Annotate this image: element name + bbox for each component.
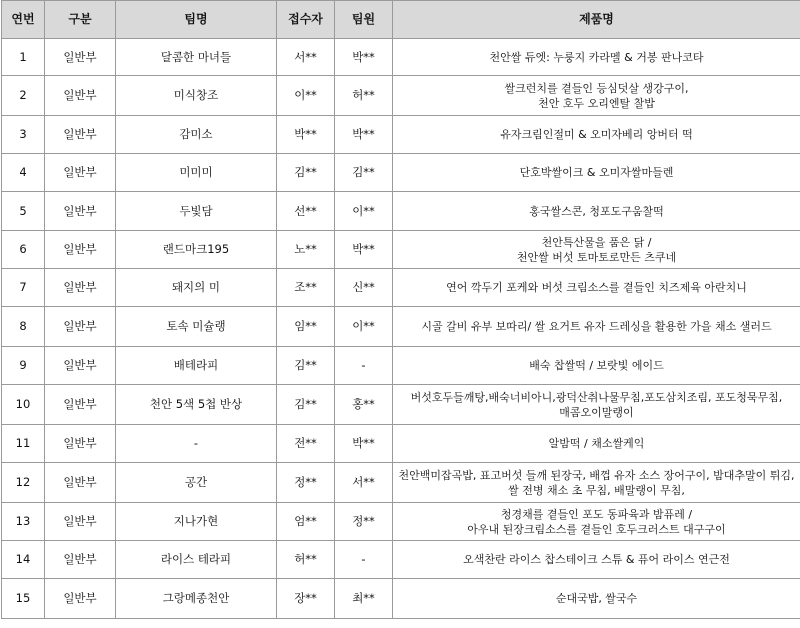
cell-product: 단호박쌀이크 & 오미자쌀마들렌 [393,154,800,192]
table-row [2,307,800,347]
table-row [2,116,800,154]
cell-member: 서** [335,463,393,503]
header-member: 팀원 [335,1,393,39]
cell-applicant: 임** [277,307,335,347]
cell-division: 일반부 [45,154,116,192]
table-row [2,192,800,231]
cell-applicant: 서** [277,39,335,76]
cell-team: 토속 미슐랭 [116,307,277,347]
cell-applicant: 김** [277,385,335,425]
cell-team: 공간 [116,463,277,503]
cell-applicant: 허** [277,541,335,579]
table-row [2,347,800,385]
cell-member: 박** [335,116,393,154]
cell-applicant: 조** [277,269,335,307]
cell-product: 천안쌀 듀엣: 누룽지 카라멜 & 거봉 판나코타 [393,39,800,76]
cell-no: 9 [2,347,45,385]
table-row [2,76,800,116]
cell-applicant: 정** [277,463,335,503]
cell-member: 정** [335,503,393,541]
table-row [2,503,800,541]
cell-applicant: 전** [277,425,335,463]
cell-division: 일반부 [45,463,116,503]
cell-no: 14 [2,541,45,579]
cell-member: 김** [335,154,393,192]
cell-no: 3 [2,116,45,154]
cell-team: 두빛담 [116,192,277,231]
table-row [2,385,800,425]
table-row [2,541,800,579]
cell-team: 감미소 [116,116,277,154]
header-no: 연번 [2,1,45,39]
cell-member: 박** [335,39,393,76]
cell-no: 4 [2,154,45,192]
cell-division: 일반부 [45,39,116,76]
cell-team: 천안 5색 5첩 반상 [116,385,277,425]
cell-division: 일반부 [45,116,116,154]
cell-member: 신** [335,269,393,307]
cell-team: 라이스 테라피 [116,541,277,579]
cell-no: 6 [2,231,45,269]
cell-applicant: 김** [277,154,335,192]
cell-applicant: 박** [277,116,335,154]
header-division: 구분 [45,1,116,39]
cell-no: 13 [2,503,45,541]
table-row [2,269,800,307]
cell-product: 버섯호두들깨탕,배숙너비아니,광덕산취나물무침,포도삼치조림, 포도청묵무침,매콤오이말랭이 [393,385,800,425]
table-row [2,463,800,503]
cell-team: - [116,425,277,463]
header-team: 팀명 [116,1,277,39]
cell-member: 박** [335,425,393,463]
cell-team: 랜드마크195 [116,231,277,269]
cell-division: 일반부 [45,192,116,231]
table-row [2,579,800,619]
cell-product: 유자크림인절미 & 오미자베리 앙버터 떡 [393,116,800,154]
cell-team: 달콤한 마녀들 [116,39,277,76]
cell-product: 오색찬란 라이스 찹스테이크 스튜 & 퓨어 라이스 연근전 [393,541,800,579]
cell-division: 일반부 [45,231,116,269]
cell-no: 5 [2,192,45,231]
cell-applicant: 엄** [277,503,335,541]
cell-product: 홍국쌀스콘, 청포도구움찰떡 [393,192,800,231]
cell-division: 일반부 [45,385,116,425]
cell-member: 이** [335,307,393,347]
cell-team: 배테라피 [116,347,277,385]
table-row [2,231,800,269]
cell-team: 지나가현 [116,503,277,541]
cell-no: 1 [2,39,45,76]
cell-division: 일반부 [45,541,116,579]
cell-no: 15 [2,579,45,619]
cell-division: 일반부 [45,425,116,463]
cell-division: 일반부 [45,347,116,385]
cell-team: 미식창조 [116,76,277,116]
header-row [2,1,800,39]
cell-product: 연어 깍두기 포케와 버섯 크림소스를 곁들인 치즈제육 아란치니 [393,269,800,307]
cell-team: 돼지의 미 [116,269,277,307]
cell-no: 11 [2,425,45,463]
cell-no: 12 [2,463,45,503]
cell-product: 천안백미잡곡밥, 표고버섯 들깨 된장국, 배껍 유자 소스 장어구이, 밤대추말이 튀김, 쌀 전병 채소 초 무침, 배말랭이 무침, [393,463,800,503]
cell-applicant: 장** [277,579,335,619]
cell-product: 시골 갈비 유부 보따리/ 쌀 요거트 유자 드레싱을 활용한 가을 채소 샐러드 [393,307,800,347]
cell-product: 알밤떡 / 채소쌀케익 [393,425,800,463]
cell-division: 일반부 [45,76,116,116]
cell-member: 홍** [335,385,393,425]
cell-applicant: 선** [277,192,335,231]
cell-member: 이** [335,192,393,231]
cell-applicant: 김** [277,347,335,385]
cell-product: 쌀크런치를 곁들인 등심덧살 생강구이, 천안 호두 오리엔탈 찰밥 [393,76,800,116]
cell-product: 천안특산물을 품은 닭 / 천안쌀 버섯 토마토로만든 츠쿠네 [393,231,800,269]
cell-product: 청경채를 곁들인 포도 동파육과 밤퓨레 / 아우내 된장크림소스를 곁들인 호두크러스트 대구구이 [393,503,800,541]
cell-division: 일반부 [45,307,116,347]
cell-division: 일반부 [45,579,116,619]
header-product: 제품명 [393,1,800,39]
cell-no: 2 [2,76,45,116]
cell-no: 10 [2,385,45,425]
header-applicant: 접수자 [277,1,335,39]
cell-member: 박** [335,231,393,269]
cell-member: 허** [335,76,393,116]
cell-no: 8 [2,307,45,347]
cell-product: 순대국밥, 쌀국수 [393,579,800,619]
cell-member: - [335,347,393,385]
cell-team: 그랑메종천안 [116,579,277,619]
cell-applicant: 노** [277,231,335,269]
cell-member: 최** [335,579,393,619]
table-row [2,39,800,76]
cell-team: 미미미 [116,154,277,192]
cell-no: 7 [2,269,45,307]
entries-table [1,0,800,619]
table-row [2,425,800,463]
cell-division: 일반부 [45,269,116,307]
cell-member: - [335,541,393,579]
cell-division: 일반부 [45,503,116,541]
cell-product: 배숙 찹쌀떡 / 보랏빛 에이드 [393,347,800,385]
cell-applicant: 이** [277,76,335,116]
table-row [2,154,800,192]
